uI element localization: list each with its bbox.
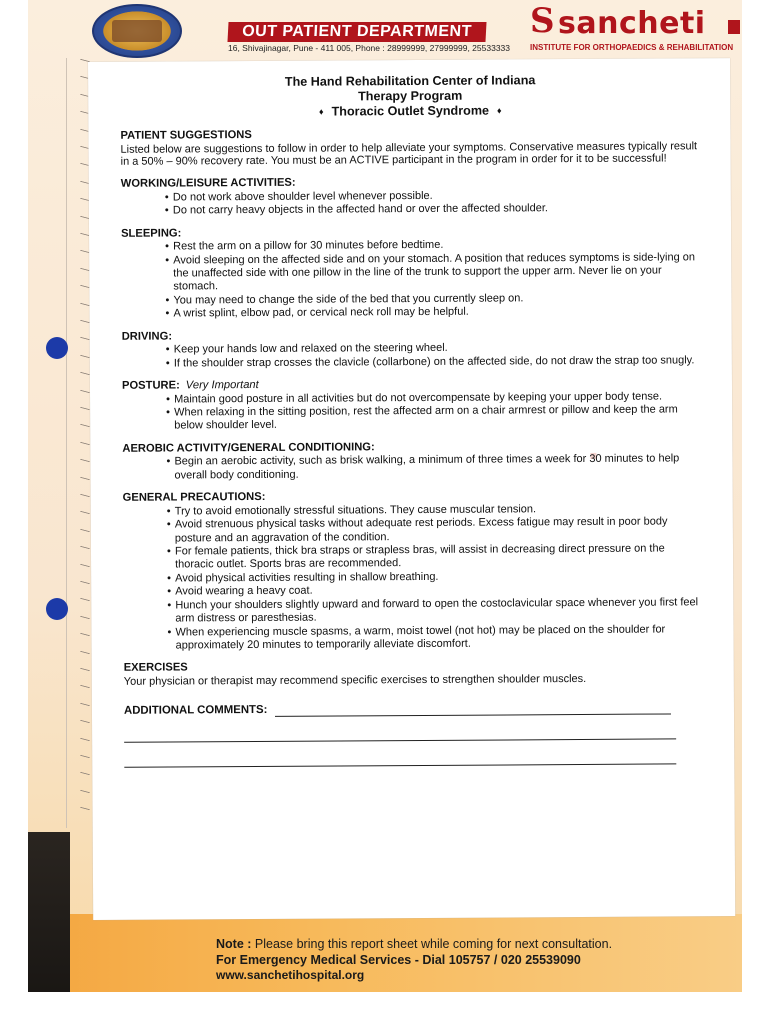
hospital-address: 16, Shivajinagar, Pune - 411 005, Phone : 28999999, 27999999, 25533333 — [228, 43, 510, 53]
bullet-item: • Avoid sleeping on the affected side and on your stomach. A position that reduces symptoms is side-lying on the unaffected side with one pillow in the line of the trunk to support the upper arm. Never lie on your stomach. — [165, 251, 701, 294]
comments-label: ADDITIONAL COMMENTS: — [123, 703, 268, 717]
section — [121, 174, 701, 218]
bullet-list — [166, 390, 702, 433]
sections-container — [120, 126, 703, 688]
bullet-item: • Rest the arm on a pillow for 30 minutes before bedtime. — [165, 237, 701, 254]
binder-tick-icon — [80, 320, 90, 324]
binder-tick-icon — [80, 650, 90, 654]
binder-tick-icon — [80, 494, 90, 498]
punch-holes — [28, 0, 88, 992]
section — [122, 327, 702, 371]
binder-tick-icon — [80, 755, 90, 759]
bullet-item: • For female patients, thick bra straps or strapless bras, will assist in decreasing direct pressure on the thoracic outlet. Sports bras are recommended. — [167, 542, 703, 572]
section-heading: POSTURE: — [121, 379, 180, 392]
binder-tick-icon — [80, 459, 90, 463]
section-heading: EXERCISES — [123, 661, 188, 675]
binder-tick-icon — [80, 668, 90, 672]
punch-hole-icon — [46, 598, 68, 620]
website-link[interactable]: www.sanchetihospital.org — [216, 968, 365, 982]
document-body — [120, 72, 704, 768]
doc-title-org: The Hand Rehabilitation Center of Indiana — [284, 73, 536, 89]
section-heading: PATIENT SUGGESTIONS — [120, 129, 252, 142]
footer-notes — [216, 937, 716, 982]
note-text: Please bring this report sheet while coming for next consultation. — [254, 937, 613, 951]
bullet-item: • If the shoulder strap crosses the clavicle (collarbone) on the affected side, do not draw the strap too snugly. — [166, 354, 702, 371]
binder-tick-icon — [80, 598, 90, 602]
section — [123, 489, 704, 654]
brand-logo-icon: S — [530, 1, 555, 41]
binder-tick-icon — [80, 633, 90, 637]
bullet-item: • Avoid wearing a heavy coat. — [167, 583, 703, 600]
binder-tick-icon — [80, 511, 90, 515]
section-heading: WORKING/LEISURE ACTIVITIES: — [120, 176, 296, 190]
therapy-sheet — [88, 58, 735, 920]
binder-tick-icon — [80, 372, 90, 376]
binder-tick-icon — [80, 807, 90, 811]
bullet-list — [166, 453, 702, 483]
binder-tick-icon — [80, 546, 90, 550]
binder-tick-icon — [80, 407, 90, 411]
binder-tick-icon — [80, 581, 90, 585]
binder-tick-icon — [80, 563, 90, 567]
section — [122, 376, 702, 433]
binder-tick-icon — [80, 529, 90, 533]
binder-tick-icon — [80, 476, 90, 480]
department-title: OUT PATIENT DEPARTMENT — [227, 22, 486, 42]
bullet-item: • Do not work above shoulder level whenever possible. — [165, 188, 701, 205]
bullet-item: • Do not carry heavy objects in the affected hand or over the affected shoulder. — [165, 201, 701, 218]
section — [121, 224, 702, 322]
doc-title-program: Therapy Program — [358, 88, 463, 104]
bullet-item: • Maintain good posture in all activities but do not overcompensate by keeping your upper body tense. — [166, 390, 702, 407]
section-heading: GENERAL PRECAUTIONS: — [122, 491, 266, 505]
comments-input-line[interactable] — [275, 705, 671, 717]
section-heading: AEROBIC ACTIVITY/GENERAL CONDITIONING: — [122, 441, 375, 455]
punch-hole-icon — [46, 337, 68, 359]
section — [122, 439, 702, 483]
bullet-item: • Hunch your shoulders slightly upward and forward to open the costoclavicular space whenever you first feel arm distress or paresthesias. — [167, 596, 703, 626]
binder-tick-icon — [80, 442, 90, 446]
bullet-list — [165, 188, 701, 218]
emergency-line: For Emergency Medical Services - Dial 105757 / 020 25539090 — [216, 953, 581, 967]
binder-tick-icon — [80, 790, 90, 794]
section-paragraph: Listed below are suggestions to follow in order to help alleviate your symptoms. Conservative measures typically result in a 50% – 90% recovery rate. You must be an ACTIVE participant in the program in order for it to be successful! — [120, 139, 698, 169]
bullet-item: • Try to avoid emotionally stressful situations. They cause muscular tension. — [167, 502, 703, 519]
bullet-item: • When experiencing muscle spasms, a warm, moist towel (not hot) may be placed on the shoulder for approximately 20 minutes to temporarily alleviate discomfort. — [167, 623, 703, 653]
brand-name: sancheti — [558, 6, 706, 41]
binder-tick-icon — [80, 720, 90, 724]
section-heading: DRIVING: — [121, 330, 173, 343]
hospital-logo — [92, 4, 182, 58]
brand-tagline: INSTITUTE FOR ORTHOPAEDICS & REHABILITATION — [530, 43, 734, 52]
additional-comments — [124, 701, 704, 718]
bullet-item: • When relaxing in the sitting position, rest the affected arm on a chair armrest or pillow and keep the arm below shoulder level. — [166, 403, 702, 433]
bullet-item: • Keep your hands low and relaxed on the steering wheel. — [166, 340, 702, 357]
doc-title-condition: Thoracic Outlet Syndrome — [331, 103, 490, 119]
bullet-item: • Begin an aerobic activity, such as brisk walking, a minimum of three times a week for 30 minutes to help overall body conditioning. — [166, 453, 702, 483]
binder-tick-icon — [80, 337, 90, 341]
note-label: Note : — [216, 937, 252, 951]
footer-note — [216, 937, 716, 951]
bullet-item: • Avoid strenuous physical tasks without adequate rest periods. Excess fatigue may result in poor body posture and an aggravation of the condition. — [167, 516, 703, 546]
binder-tick-icon — [80, 302, 90, 306]
bullet-item: • A wrist splint, elbow pad, or cervical neck roll may be helpful. — [166, 304, 702, 321]
binder-tick-icon — [80, 355, 90, 359]
section-subheading: Very Important — [185, 378, 259, 392]
brand-bar — [728, 20, 740, 34]
bullet-list — [166, 340, 702, 370]
binder-tick-icon — [80, 772, 90, 776]
binder-tick-icon — [80, 685, 90, 689]
binder-tick-icon — [80, 424, 90, 428]
bullet-list — [165, 237, 701, 321]
section-paragraph: Your physician or therapist may recommend specific exercises to strengthen shoulder muscles. — [123, 672, 587, 688]
logo-building-icon — [112, 20, 162, 42]
bullet-item: • You may need to change the side of the bed that you currently sleep on. — [165, 291, 701, 308]
diamond-icon: ♦ — [496, 105, 502, 116]
comments-line-3[interactable] — [124, 764, 676, 768]
comments-line-2[interactable] — [124, 739, 676, 743]
section-heading: SLEEPING: — [121, 227, 182, 240]
bullet-item: • Avoid physical activities resulting in shallow breathing. — [167, 569, 703, 586]
section — [120, 126, 700, 169]
diamond-icon: ♦ — [318, 106, 324, 117]
binder-tick-icon — [80, 389, 90, 393]
binder-tick-icon — [80, 616, 90, 620]
binder-tick-icon — [80, 737, 90, 741]
binder-tick-icon — [80, 703, 90, 707]
doc-title-condition-row — [120, 102, 700, 121]
bullet-list — [167, 502, 704, 653]
section — [124, 659, 704, 689]
